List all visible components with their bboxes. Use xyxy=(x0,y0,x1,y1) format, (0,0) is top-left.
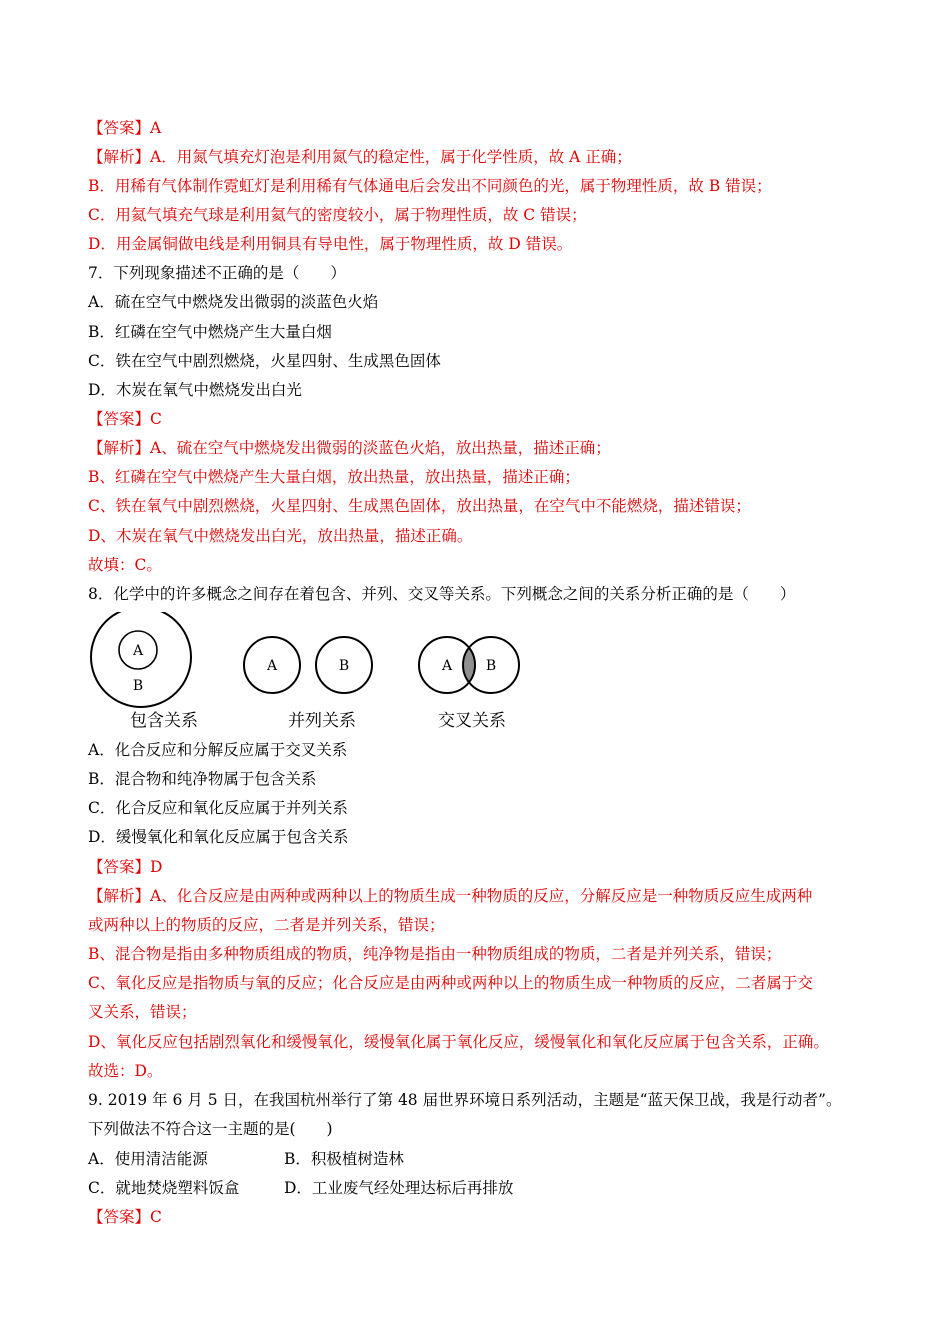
answer-line: 【答案】C xyxy=(88,1208,162,1226)
label-a: A xyxy=(441,658,453,674)
answer-line: 【答案】D xyxy=(88,858,163,876)
option-line: D．木炭在氧气中燃烧发出白光 xyxy=(88,381,302,399)
analysis-line: B．用稀有气体制作霓虹灯是利用稀有气体通电后会发出不同颜色的光，属于物理性质，故 B 错误； xyxy=(88,177,772,195)
analysis-line: 【解析】A．用氮气填充灯泡是利用氮气的稳定性，属于化学性质，故 A 正确； xyxy=(88,148,632,166)
analysis-line: B、红磷在空气中燃烧产生大量白烟，放出热量，放出热量，描述正确； xyxy=(88,468,580,486)
question-9-cont: 下列做法不符合这一主题的是( ) xyxy=(88,1120,333,1138)
option-line: B．混合物和纯净物属于包含关系 xyxy=(88,770,317,788)
caption-inclusion: 包含关系 xyxy=(130,711,198,731)
analysis-line: D、木炭在氧气中燃烧发出白光，放出热量，描述正确。 xyxy=(88,527,473,545)
options-row xyxy=(88,1149,404,1169)
analysis-line: 【解析】A、硫在空气中燃烧发出微弱的淡蓝色火焰，放出热量，描述正确； xyxy=(88,439,611,457)
option-line: D．缓慢氧化和氧化反应属于包含关系 xyxy=(88,828,349,846)
option-a: A．使用清洁能源 xyxy=(88,1150,208,1168)
option-line: C．化合反应和氧化反应属于并列关系 xyxy=(88,799,348,817)
option-line: A．化合反应和分解反应属于交叉关系 xyxy=(88,741,348,759)
option-c: C．就地焚烧塑料饭盒 xyxy=(88,1179,240,1197)
options-row xyxy=(88,1178,514,1198)
analysis-line: D．用金属铜做电线是利用铜具有导电性，属于物理性质，故 D 错误。 xyxy=(88,235,573,253)
answer-line: 【答案】C xyxy=(88,410,162,428)
analysis-line: 故选：D。 xyxy=(88,1062,163,1080)
analysis-line: C、铁在氧气中剧烈燃烧，火星四射、生成黑色固体，放出热量，在空气中不能燃烧，描述错误； xyxy=(88,497,751,515)
question-8: 8．化学中的许多概念之间存在着包含、并列、交叉等关系。下列概念之间的关系分析正确的是（ ） xyxy=(88,585,796,603)
question-7: 7．下列现象描述不正确的是（ ） xyxy=(88,264,346,282)
analysis-line: 或两种以上的物质的反应，二者是并列关系，错误； xyxy=(88,916,445,934)
label-b: B xyxy=(485,658,497,674)
option-line: A．硫在空气中燃烧发出微弱的淡蓝色火焰 xyxy=(88,293,379,311)
label-b: B xyxy=(338,658,350,674)
option-b: B．积极植树造林 xyxy=(284,1150,404,1168)
caption-intersection: 交叉关系 xyxy=(438,711,506,731)
analysis-line: C．用氦气填充气球是利用氦气的密度较小，属于物理性质，故 C 错误； xyxy=(88,206,587,224)
question-9: 9. 2019 年 6 月 5 日，在我国杭州举行了第 48 届世界环境日系列活动，主题是“蓝天保卫战，我是行动者”。 xyxy=(88,1091,842,1109)
label-a: A xyxy=(132,643,144,659)
analysis-line: B、混合物是指由多种物质组成的物质，纯净物是指由一种物质组成的物质，二者是并列关系，错误； xyxy=(88,945,782,963)
analysis-line: 故填：C。 xyxy=(88,556,162,574)
analysis-line: 叉关系，错误； xyxy=(88,1003,197,1021)
analysis-line: D、氧化反应包括剧烈氧化和缓慢氧化，缓慢氧化属于氧化反应，缓慢氧化和氧化反应属于包含关系，正确。 xyxy=(88,1033,829,1051)
relationship-diagram xyxy=(86,612,546,736)
option-line: B．红磷在空气中燃烧产生大量白烟 xyxy=(88,323,332,341)
label-b: B xyxy=(132,678,144,694)
parallel-diagram xyxy=(244,637,372,693)
analysis-line: C、氧化反应是指物质与氧的反应；化合反应是由两种或两种以上的物质生成一种物质的反应，二者属于交 xyxy=(88,974,813,992)
label-a: A xyxy=(266,658,278,674)
analysis-line: 【解析】A、化合反应是由两种或两种以上的物质生成一种物质的反应，分解反应是一种物质反应生成两种 xyxy=(88,887,813,905)
answer-line: 【答案】A xyxy=(88,119,162,137)
option-line: C．铁在空气中剧烈燃烧，火星四射、生成黑色固体 xyxy=(88,352,441,370)
intersection-diagram xyxy=(419,637,519,693)
option-d: D．工业废气经处理达标后再排放 xyxy=(284,1179,514,1197)
inclusion-diagram xyxy=(91,612,191,707)
caption-parallel: 并列关系 xyxy=(288,711,356,731)
